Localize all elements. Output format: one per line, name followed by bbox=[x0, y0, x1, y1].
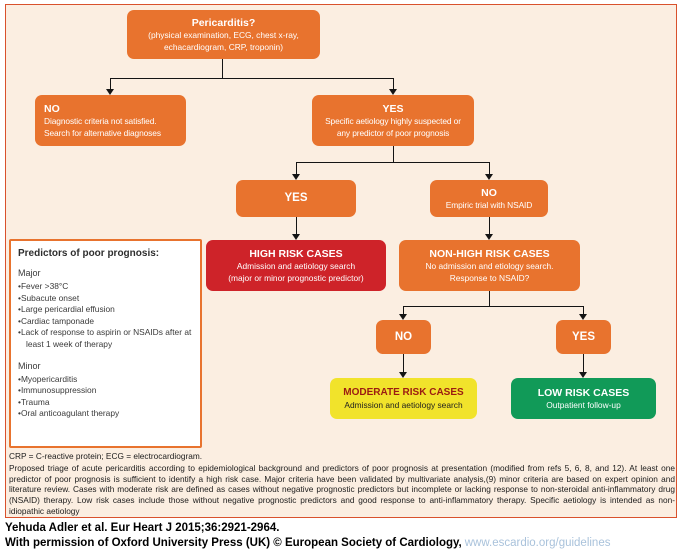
permission-text: With permission of Oxford University Press (UK) © European Society of Cardiology, bbox=[5, 537, 462, 549]
node-yes-branch bbox=[312, 95, 474, 146]
node-title: MODERATE RISK CASES bbox=[343, 387, 464, 399]
minor-label: Minor bbox=[18, 360, 41, 371]
node-title: NO bbox=[44, 103, 60, 116]
connector-line bbox=[489, 217, 490, 235]
minor-list bbox=[18, 374, 193, 420]
list-item: • Lack of response to aspirin or NSAIDs after at least 1 week of therapy bbox=[18, 327, 193, 350]
node-subtitle: Admission and aetiology search bbox=[236, 261, 356, 272]
connector-line bbox=[489, 291, 490, 306]
list-item: • Subacute onset bbox=[18, 293, 193, 305]
connector-line bbox=[403, 354, 404, 373]
node-subtitle: Search for alternative diagnoses bbox=[44, 127, 161, 138]
predictors-panel bbox=[9, 239, 202, 448]
major-list bbox=[18, 281, 193, 351]
node-title: NO bbox=[394, 330, 413, 343]
list-item: • Large pericardial effusion bbox=[18, 304, 193, 316]
list-item: • Fever >38°C bbox=[18, 281, 193, 293]
figure-footnote bbox=[9, 451, 675, 517]
node-no-low bbox=[376, 320, 431, 354]
list-item: • Myopericarditis bbox=[18, 374, 193, 386]
node-subtitle: (major or minor prognostic predictor) bbox=[228, 272, 364, 283]
connector-line bbox=[296, 162, 489, 163]
node-no-branch bbox=[35, 95, 186, 146]
node-subtitle: Admission and aetiology search bbox=[344, 399, 463, 410]
node-subtitle: (physical examination, ECG, chest x-ray, bbox=[148, 30, 299, 41]
citation-line: Yehuda Adler et al. Eur Heart J 2015;36:2921-2964. bbox=[5, 522, 280, 534]
list-item: • Oral anticoagulant therapy bbox=[18, 408, 193, 420]
node-no-nsaid bbox=[430, 180, 548, 217]
node-subtitle: No admission and etiology search. bbox=[425, 261, 554, 272]
node-subtitle: Outpatient follow-up bbox=[546, 400, 621, 411]
node-subtitle: echacardiogram, CRP, troponin) bbox=[163, 41, 283, 52]
connector-line bbox=[296, 217, 297, 235]
footnote-paragraph: Proposed triage of acute pericarditis according to epidemiological background and predictors of poor prognosis at presentation (modified from refs 5, 6, 8, and 12). At least one predictor of poor prognosis is sufficient to identify a high risk case. Major criteria have been validated by multivariate analysis,(9) minor criteria are based on expert opinion and literature review. Cases with moderate risk are defined as cases without negative prognostic predictors but incomplete or lacking response to non-steroidal anti-inflammatory drug (NSAID) therapy. Low risk cases include those without negative prognostic predictors and good response to anti-inflammatory therapy. Specific aetiology is intended as non-idiopathic aetiology bbox=[9, 462, 675, 516]
spacer bbox=[18, 351, 193, 361]
major-label: Major bbox=[18, 268, 41, 278]
node-title: Pericarditis? bbox=[191, 17, 256, 30]
node-title: YES bbox=[571, 330, 595, 343]
connector-line bbox=[110, 78, 394, 79]
node-yes-mid bbox=[236, 180, 356, 217]
node-subtitle: Empiric trial with NSAID bbox=[445, 200, 533, 211]
node-title: HIGH RISK CASES bbox=[249, 248, 343, 261]
node-yes-low bbox=[556, 320, 611, 354]
node-subtitle: Diagnostic criteria not satisfied. bbox=[44, 116, 157, 127]
node-high-risk bbox=[206, 240, 386, 291]
node-pericarditis bbox=[127, 10, 320, 59]
connector-line bbox=[393, 146, 394, 162]
node-title: NON-HIGH RISK CASES bbox=[429, 248, 550, 261]
connector-line bbox=[222, 58, 223, 78]
permission-line bbox=[5, 537, 610, 549]
node-title: YES bbox=[284, 192, 308, 205]
list-item: • Immunosuppression bbox=[18, 385, 193, 397]
node-low-risk bbox=[511, 378, 656, 419]
connector-line bbox=[403, 306, 584, 307]
abbreviations-line: CRP = C-reactive protein; ECG = electrocardiogram. bbox=[9, 451, 203, 461]
node-title: NO bbox=[481, 186, 497, 199]
node-subtitle: Response to NSAID? bbox=[449, 272, 530, 283]
node-subtitle: Specific aetiology highly suspected or bbox=[325, 116, 461, 127]
list-item: • Cardiac tamponade bbox=[18, 316, 193, 328]
connector-line bbox=[583, 354, 584, 373]
escardio-link[interactable]: www.escardio.org/guidelines bbox=[464, 537, 611, 549]
node-non-high-risk bbox=[399, 240, 580, 291]
predictors-title: Predictors of poor prognosis: bbox=[18, 248, 160, 259]
node-title: YES bbox=[382, 103, 404, 116]
list-item: • Trauma bbox=[18, 397, 193, 409]
node-title: LOW RISK CASES bbox=[537, 386, 630, 399]
node-moderate-risk bbox=[330, 378, 477, 419]
node-subtitle: any predictor of poor prognosis bbox=[336, 127, 450, 138]
